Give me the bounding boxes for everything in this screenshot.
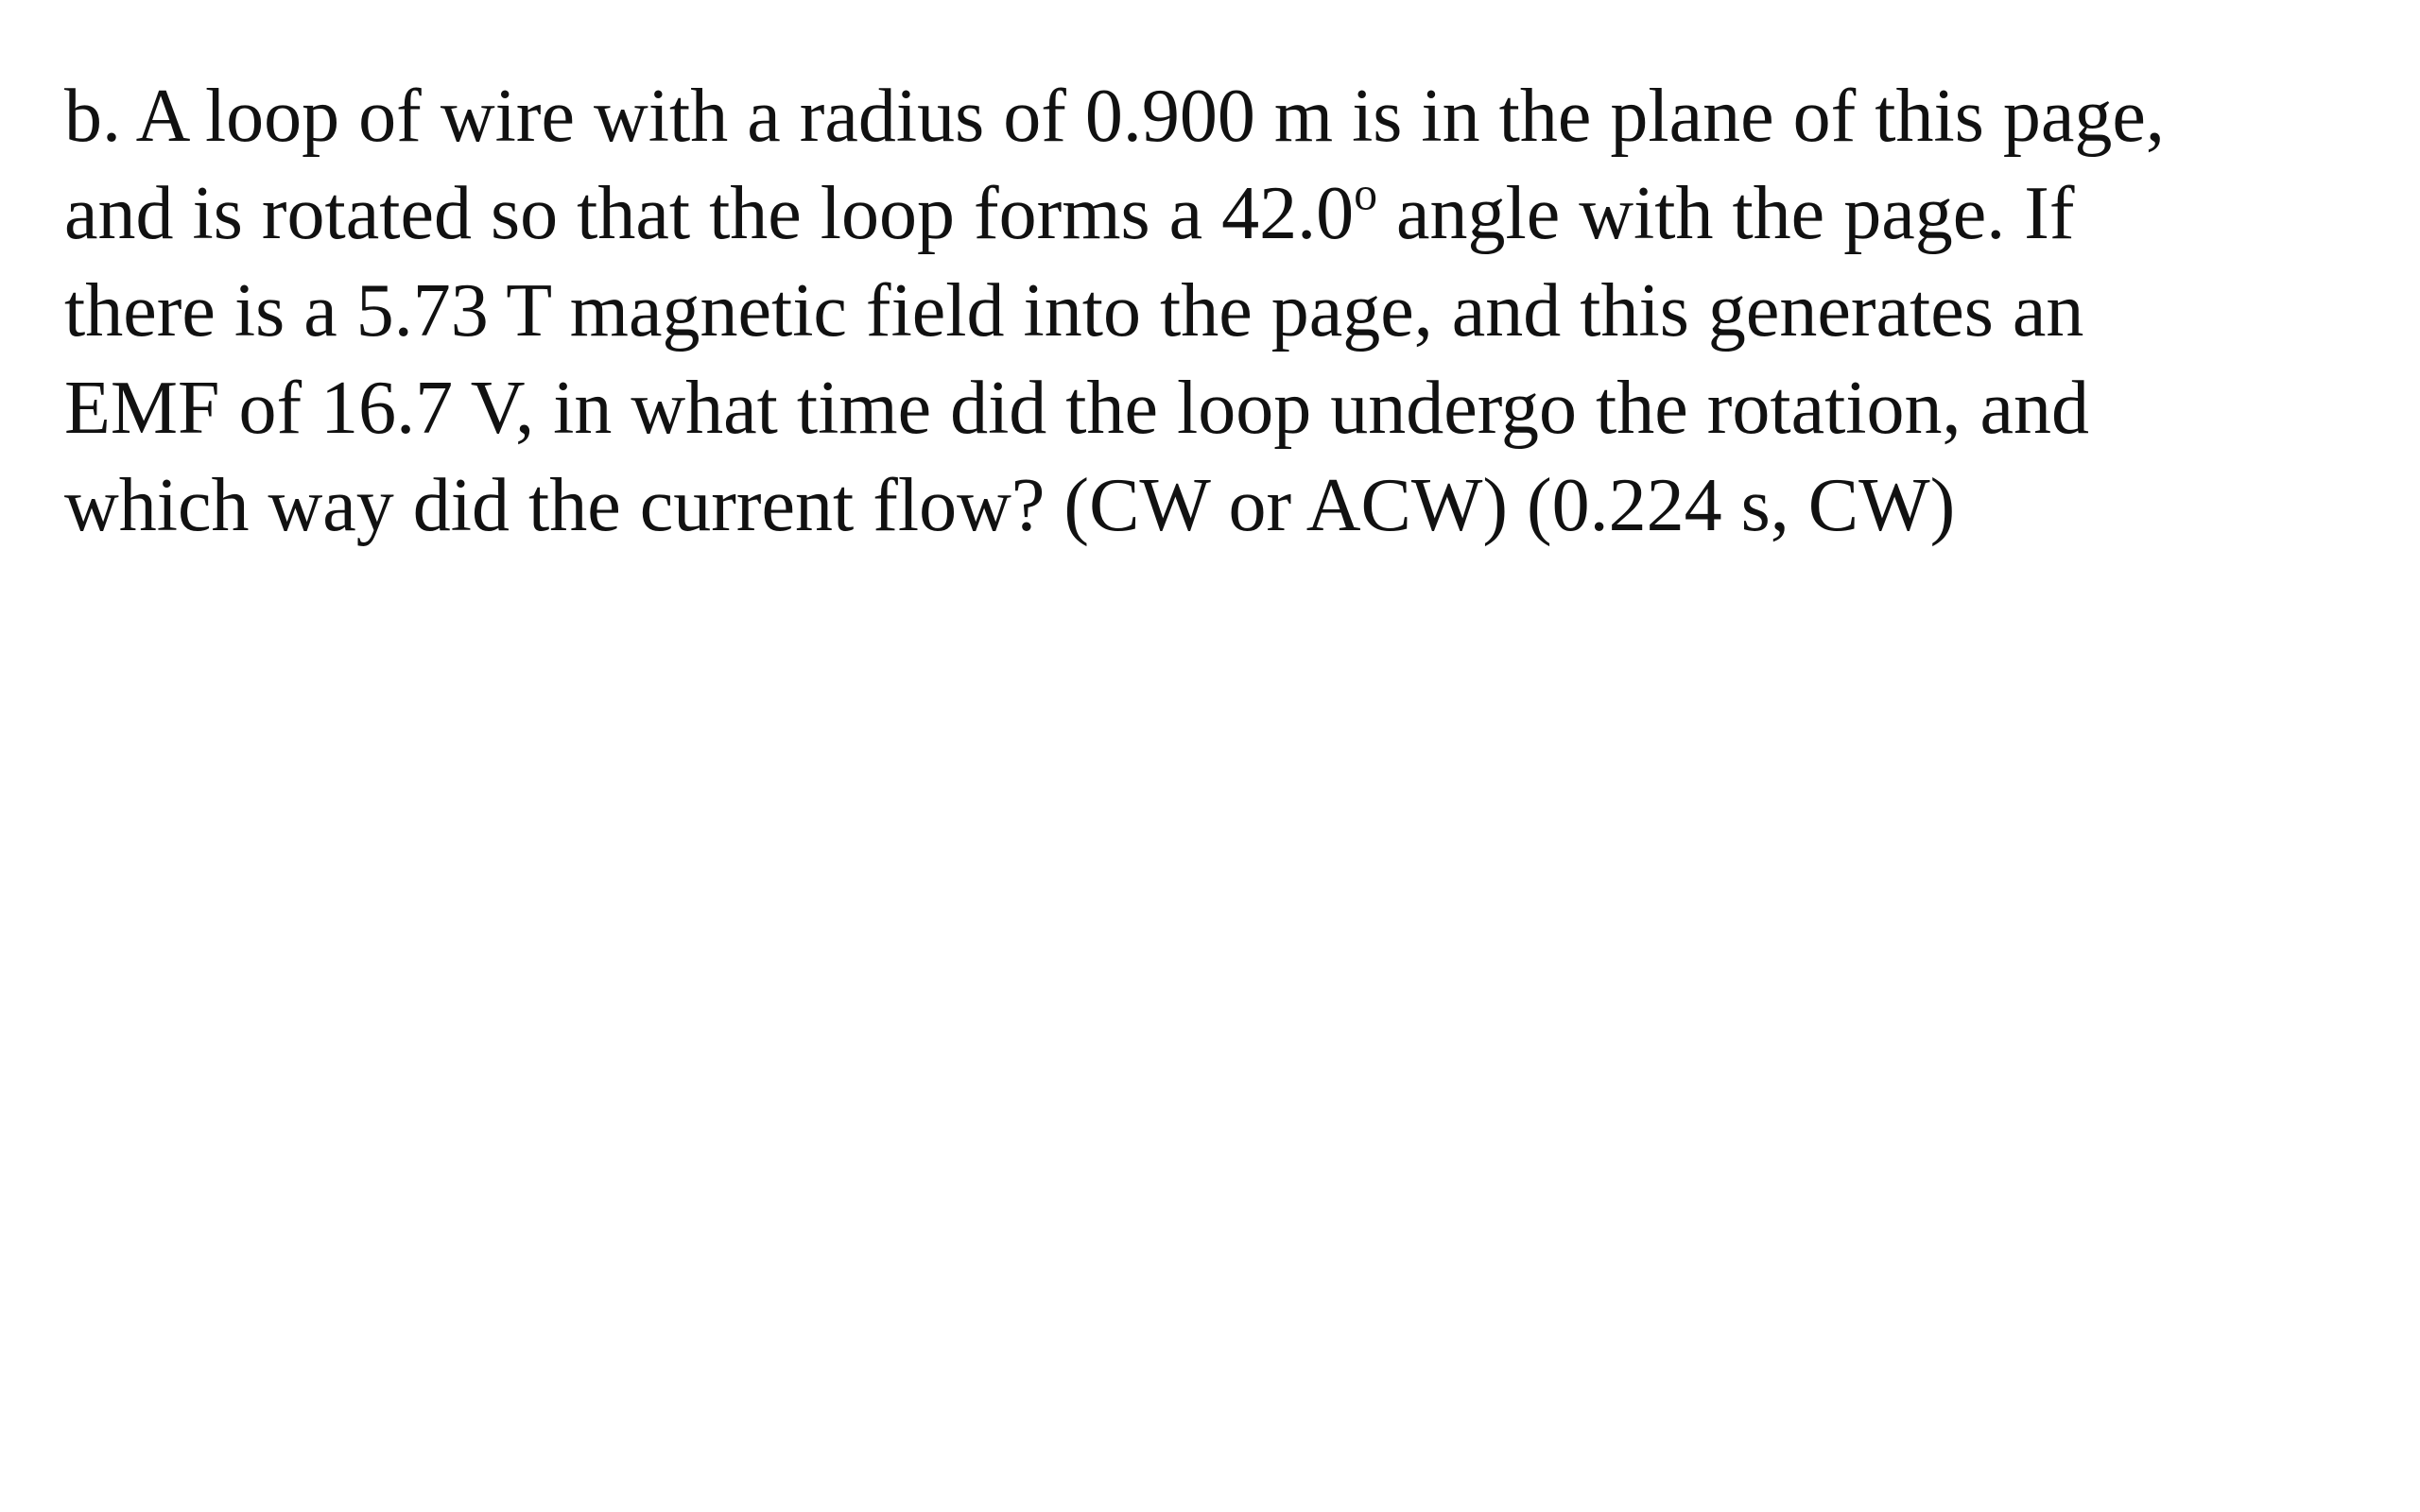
degree-symbol: o xyxy=(1354,167,1377,220)
problem-text xyxy=(64,68,2399,555)
problem-line-1: b. A loop of wire with a radius of 0.900 m is in the plane of this page, xyxy=(64,75,2165,158)
problem-line-5: which way did the current flow? (CW or ACW) (0.224 s, CW) xyxy=(64,464,1956,547)
problem-line-4: EMF of 16.7 V, in what time did the loop undergo the rotation, and xyxy=(64,367,2090,450)
problem-line-2 xyxy=(64,165,2399,263)
problem-line-2-start: and is rotated so that the loop forms a 42.0 xyxy=(64,172,1355,255)
problem-line-3: there is a 5.73 T magnetic field into the page, and this generates an xyxy=(64,269,2084,352)
problem-line-2-end: angle with the page. If xyxy=(1376,172,2075,255)
